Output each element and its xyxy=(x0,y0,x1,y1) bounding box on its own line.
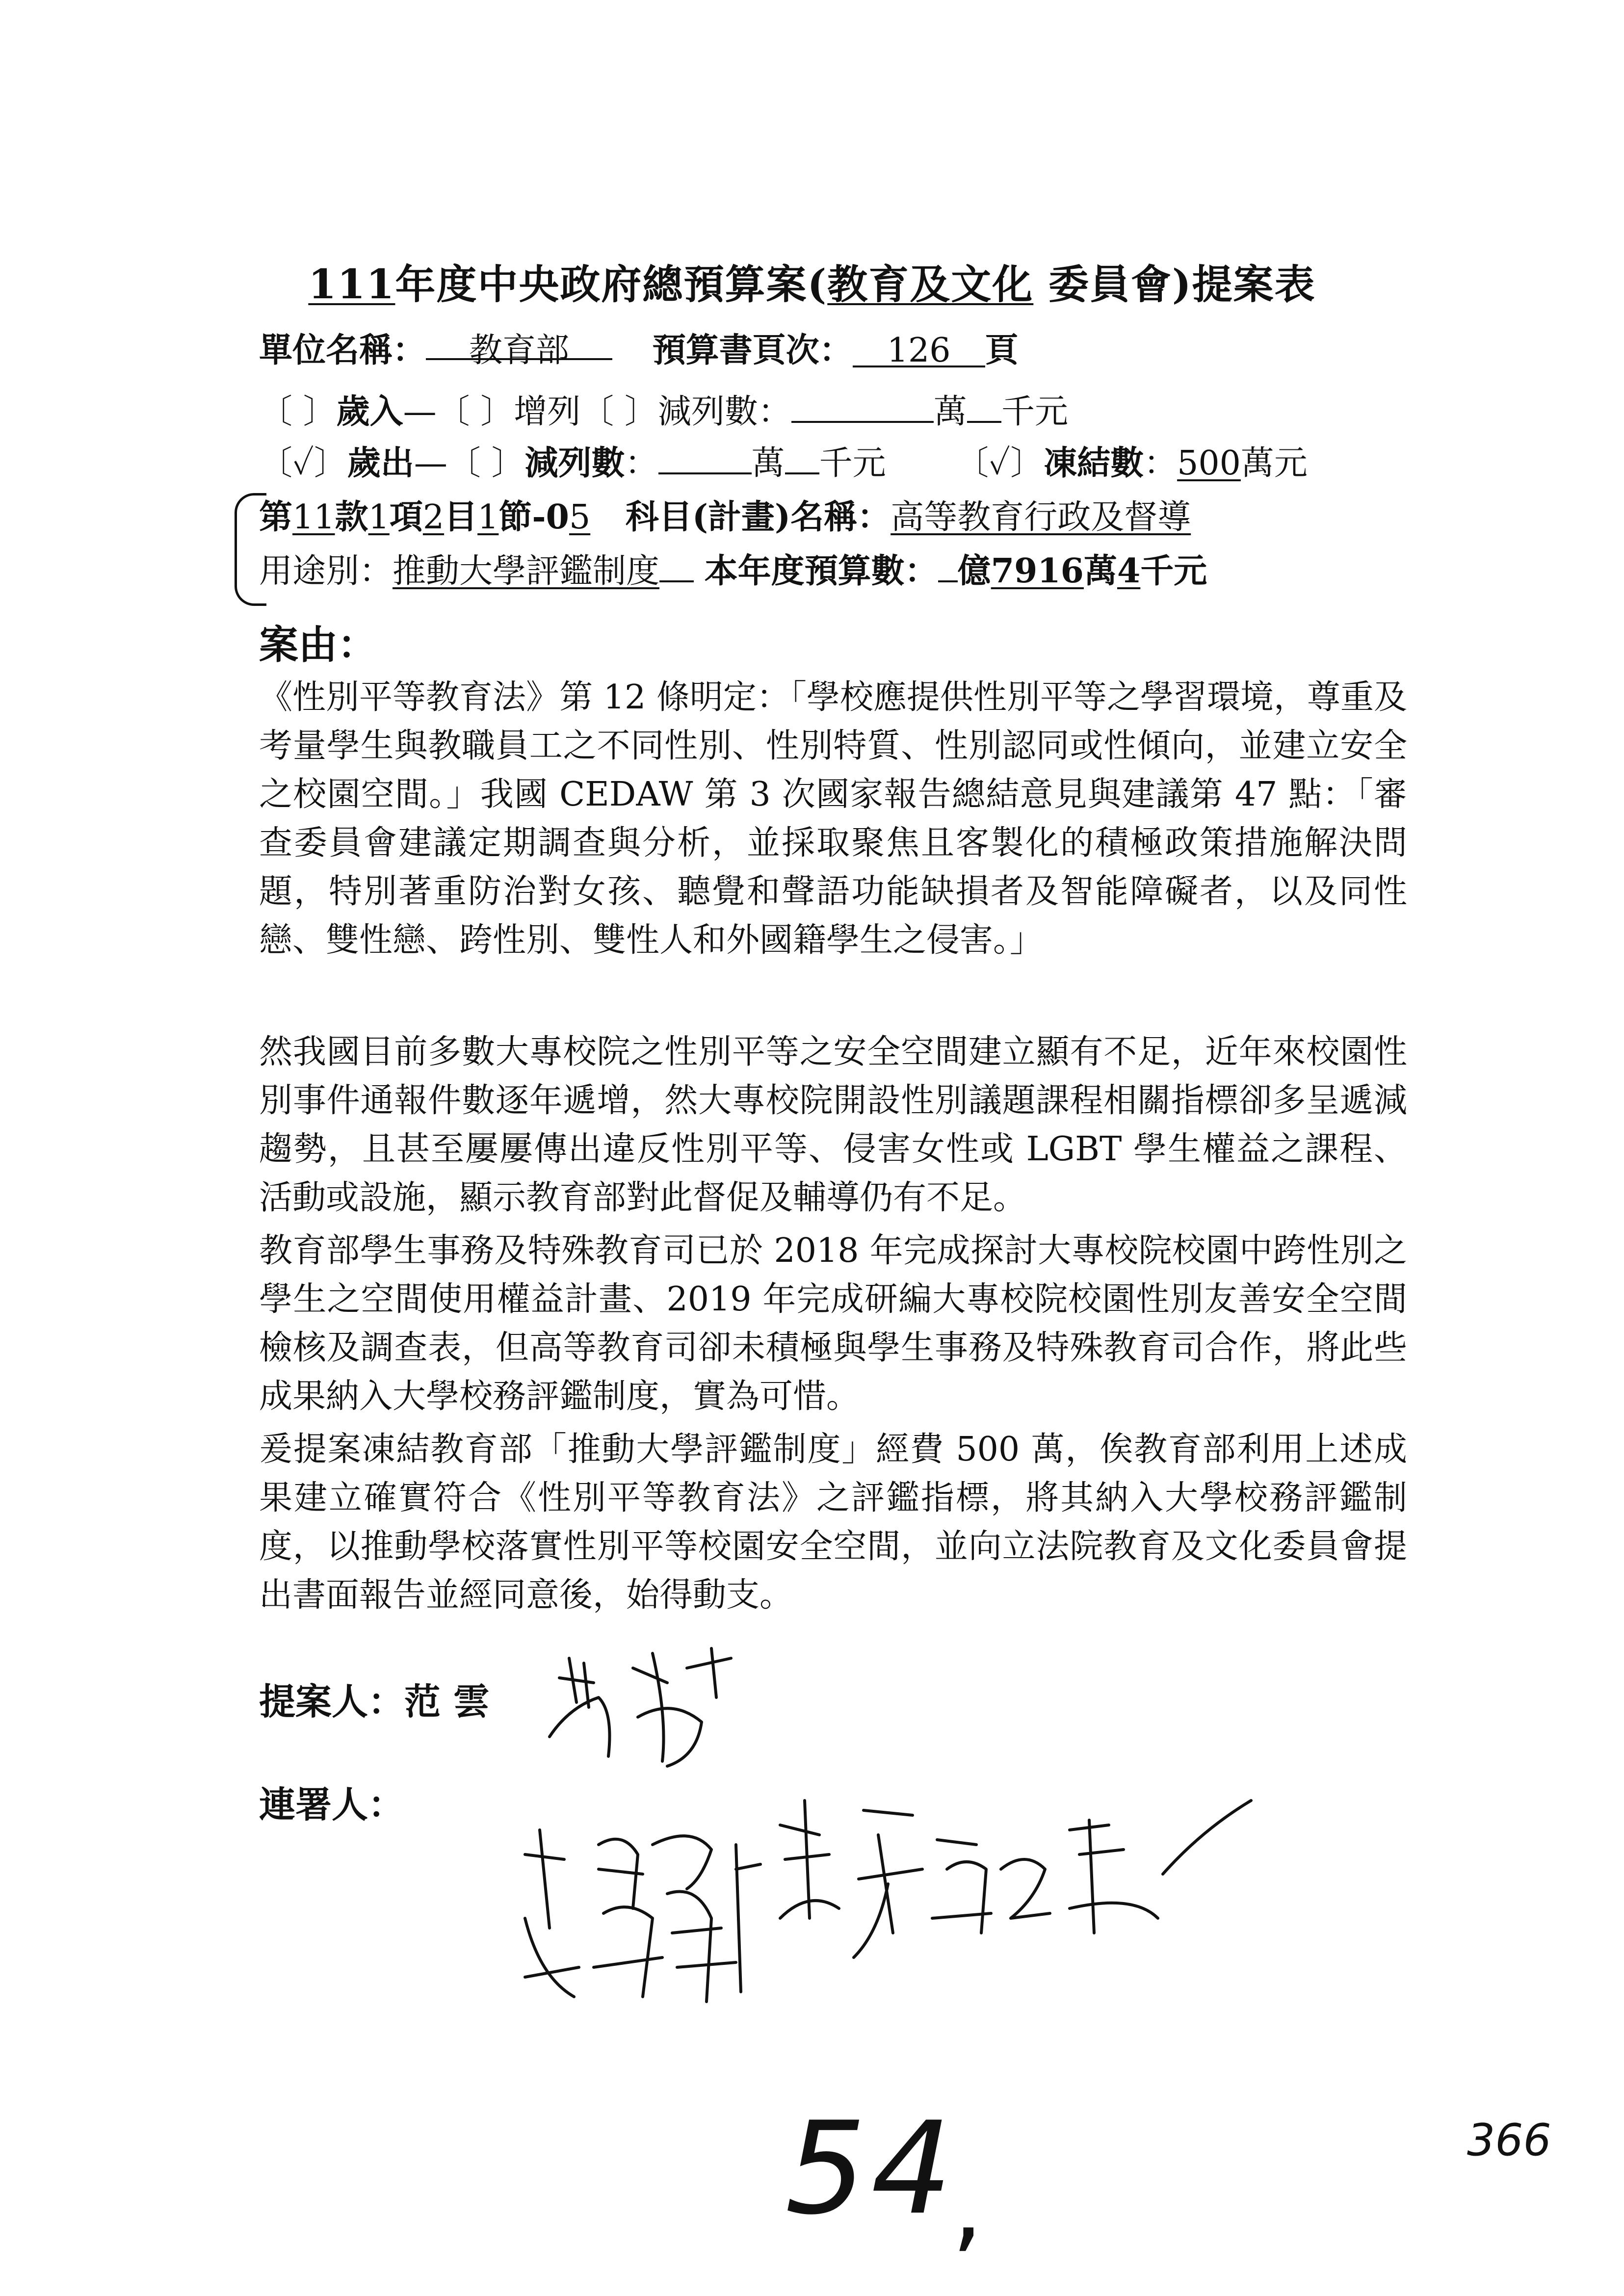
revenue-qian: 千元 xyxy=(1001,392,1068,431)
proposer-name: 范 雲 xyxy=(404,1681,490,1723)
item-xiang-label: 項 xyxy=(389,497,423,537)
revenue-label: 歲入 xyxy=(336,392,403,431)
unit-line xyxy=(259,324,1019,371)
item-prefix: 第 xyxy=(259,497,293,537)
item-mu: 2 xyxy=(422,498,445,537)
item-jie-label: 節-0 xyxy=(498,497,569,537)
add-label: 增列 xyxy=(514,392,581,431)
expenditure-label: 歲出 xyxy=(347,444,414,483)
exp-qian-blank xyxy=(785,438,819,474)
page-unit: 頁 xyxy=(985,331,1019,370)
revenue-wan: 萬 xyxy=(933,392,967,431)
proposer-signature xyxy=(540,1639,746,1786)
reason-paragraph-4: 爰提案凍結教育部「推動大學評鑑制度」經費 500 萬，俟教育部利用上述成果建立確實符合《性別平等教育法》之評鑑指標，將其納入大學校務評鑑制度，以推動學校落實性別平等校園安全空間，並向立法院教育及文化委員會提出書面報告並經同意後，始得動支。 xyxy=(259,1430,1407,1615)
title-mid: 年度中央政府總預算案( xyxy=(395,261,828,308)
exp-qian: 千元 xyxy=(819,444,886,483)
cosigner-label: 連署人： xyxy=(259,1784,404,1826)
page-number: 366 xyxy=(1467,2114,1551,2166)
page-value: 126 xyxy=(853,331,985,367)
page-label: 預算書頁次： xyxy=(652,331,853,370)
item-kuan-label: 款 xyxy=(335,497,368,537)
freeze-checkbox: 〔✓〕 xyxy=(955,444,1044,483)
reduce-qian-blank xyxy=(967,387,1001,423)
cosigner-signatures xyxy=(505,1771,1266,2075)
budget-qian-label: 千元 xyxy=(1140,551,1207,591)
reason-heading: 案由： xyxy=(259,622,377,668)
add-checkbox: 〔 〕 xyxy=(436,392,514,431)
budget-qian-value: 4 xyxy=(1117,551,1141,591)
exp-reduce-colon: ： xyxy=(625,444,658,483)
title-year: 111 xyxy=(308,261,395,308)
revenue-dash: — xyxy=(403,392,437,431)
revenue-line xyxy=(259,385,1068,433)
reason-paragraph-1: 《性別平等教育法》第 12 條明定：「學校應提供性別平等之學習環境，尊重及考量學生與教職員工之不同性別、性別特質、性別認同或性傾向，並建立安全之校園空間。」我國 CEDAW 第 3 次國家報告總結意見與建議第 47 點：「審查委員會建議定期調查與分析，並採取聚焦且客製化的積極政策措施解決問題，特別著重防治對女孩、聽覺和聲語功能缺損者及智能障礙者，以及同性戀、雙性戀、跨性別、雙性人和外國籍學生之侵害。」 xyxy=(259,678,1407,960)
expenditure-dash: — xyxy=(414,444,447,483)
title-end: )提案表 xyxy=(1172,261,1316,308)
budget-wan-value: 7916 xyxy=(991,551,1084,591)
item-jie: 1 xyxy=(477,498,499,537)
budget-yi-blank xyxy=(938,546,958,582)
expenditure-checkbox: 〔✓〕 xyxy=(259,444,347,483)
item-mu-label: 目 xyxy=(444,497,478,537)
reason-paragraph-2: 然我國目前多數大專校院之性別平等之安全空間建立顯有不足，近年來校園性別事件通報件數逐年遞增，然大專校院開設性別議題課程相關指標卻多呈遞減趨勢，且甚至屢屢傳出違反性別平等、侵害女性或 LGBT 學生權益之課程、活動或設施，顯示教育部對此督促及輔導仍有不足。 xyxy=(259,1033,1407,1217)
exp-wan-blank xyxy=(658,438,752,474)
usage-value: 推動大學評鑑制度 xyxy=(393,552,660,591)
handwritten-number: 54 xyxy=(785,2095,957,2243)
unit-label: 單位名稱： xyxy=(259,331,426,370)
proposer-label: 提案人： xyxy=(259,1681,404,1723)
item-kuan: 11 xyxy=(292,498,335,537)
item-line xyxy=(259,491,1191,538)
title-committee-suffix: 委員會 xyxy=(1033,261,1172,308)
item-xiang: 1 xyxy=(368,498,390,537)
freeze-label: 凍結數 xyxy=(1044,444,1144,483)
revenue-checkbox: 〔 〕 xyxy=(259,392,337,431)
form-title xyxy=(0,253,1624,310)
reason-paragraph-3: 教育部學生事務及特殊教育司已於 2018 年完成探討大專校院校園中跨性別之學生之空間使用權益計畫、2019 年完成研編大專校院校園性別友善安全空間檢核及調查表，但高等教育司卻未積極與學生事務及特殊教育司合作，將此些成果納入大學校務評鑑制度，實為可惜。 xyxy=(259,1231,1407,1416)
item-jie-suffix: 5 xyxy=(569,498,591,537)
expenditure-line xyxy=(259,437,1308,484)
budget-yi-label: 億 xyxy=(957,551,991,591)
reduce-label: 減列數： xyxy=(657,392,791,431)
handwritten-comma: , xyxy=(952,2149,983,2263)
freeze-colon: ： xyxy=(1144,444,1178,483)
freeze-unit: 萬元 xyxy=(1240,444,1308,483)
subject-label: 科目(計畫)名稱： xyxy=(625,497,891,537)
reduce-wan-blank xyxy=(791,387,934,423)
usage-label: 用途別： xyxy=(259,552,393,591)
freeze-value: 500 xyxy=(1177,444,1241,483)
proposer-line xyxy=(259,1673,490,1725)
exp-wan: 萬 xyxy=(751,444,785,483)
subject-value: 高等教育行政及督導 xyxy=(891,498,1191,537)
budget-label: 本年度預算數： xyxy=(704,551,938,591)
exp-reduce-label: 減列數 xyxy=(524,444,625,483)
title-committee: 教育及文化 xyxy=(827,261,1034,308)
usage-line xyxy=(259,545,1207,592)
usage-blank xyxy=(659,546,694,582)
unit-value: 教育部 xyxy=(426,324,612,360)
budget-wan-label: 萬 xyxy=(1083,551,1117,591)
exp-reduce-checkbox: 〔 〕 xyxy=(447,444,525,483)
reduce-checkbox: 〔 〕 xyxy=(580,392,658,431)
